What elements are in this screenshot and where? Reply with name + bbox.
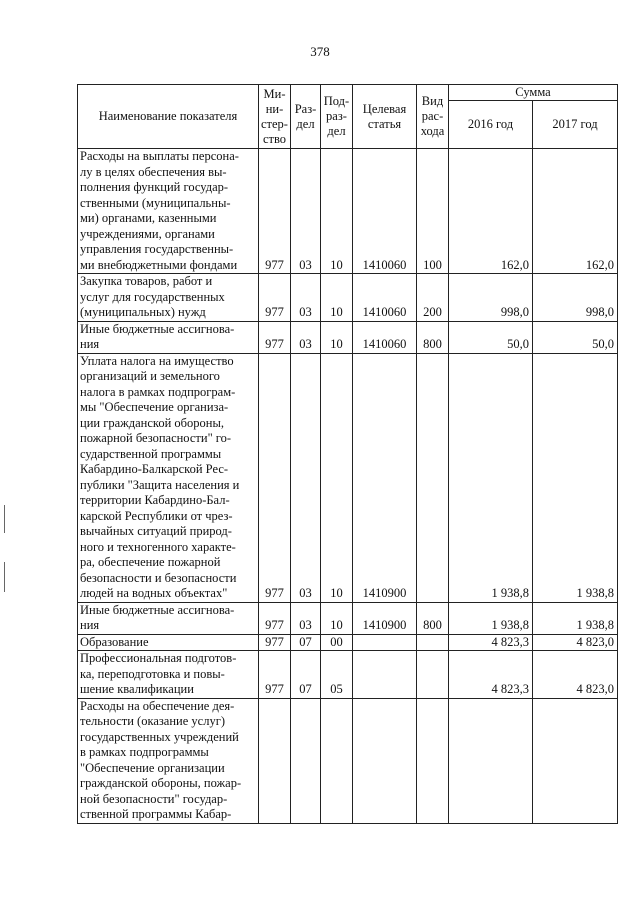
header-2017: 2017 год	[533, 101, 618, 149]
table-row	[78, 274, 618, 322]
cell-ministry: 977	[259, 651, 291, 699]
cell-section: 03	[291, 149, 321, 274]
table-row	[78, 698, 618, 823]
cell-name: Закупка товаров, работ и услуг для государственных (муниципальных) нужд	[78, 274, 259, 322]
cell-y2016: 1 938,8	[449, 602, 533, 634]
cell-target	[353, 698, 417, 823]
cell-ministry: 977	[259, 274, 291, 322]
cell-target: 1410060	[353, 321, 417, 353]
header-2016: 2016 год	[449, 101, 533, 149]
cell-section: 03	[291, 353, 321, 602]
cell-y2016: 162,0	[449, 149, 533, 274]
page-number: 378	[310, 44, 330, 59]
cell-subsection: 00	[321, 634, 353, 651]
cell-ministry: 977	[259, 353, 291, 602]
cell-type	[417, 634, 449, 651]
table-row	[78, 651, 618, 699]
scan-edge-mark-top	[4, 505, 5, 533]
cell-ministry: 977	[259, 634, 291, 651]
table-header	[78, 85, 618, 149]
cell-section: 03	[291, 321, 321, 353]
header-name: Наименование показателя	[78, 85, 259, 149]
cell-y2017	[533, 698, 618, 823]
header-target: Целевая статья	[353, 85, 417, 149]
table-body	[78, 149, 618, 824]
table-row	[78, 353, 618, 602]
cell-y2017: 4 823,0	[533, 651, 618, 699]
cell-name: Профессиональная подготов- ка, переподготовка и повы- шение квалификации	[78, 651, 259, 699]
header-ministry: Ми- ни- стер- ство	[259, 85, 291, 149]
scan-edge-mark-bottom	[4, 562, 5, 592]
cell-target: 1410900	[353, 602, 417, 634]
cell-target: 1410060	[353, 149, 417, 274]
cell-target	[353, 634, 417, 651]
cell-subsection: 10	[321, 274, 353, 322]
cell-y2017: 162,0	[533, 149, 618, 274]
cell-subsection: 10	[321, 602, 353, 634]
cell-section: 03	[291, 274, 321, 322]
cell-section: 07	[291, 634, 321, 651]
cell-type: 800	[417, 321, 449, 353]
cell-name: Расходы на выплаты персона- лу в целях обеспечения вы- полнения функций государ- ственными (муниципальны- ми) органами, казенными учреждениями, органами управления государственны- ми внебюджетными фондами	[78, 149, 259, 274]
cell-name: Уплата налога на имущество организаций и земельного налога в рамках подпрограм- мы "Обеспечение организа- ции гражданской обороны, пожарной безопасности" го- сударственной программы Кабардино-Балкарской Рес- публики "Защита населения и территории Кабардино-Бал- карской Республики от чрез- вычайных ситуаций природ- ного и техногенного характе- ра, обеспечение пожарной безопасности и безопасности людей на водных объектах"	[78, 353, 259, 602]
cell-type	[417, 353, 449, 602]
header-sum: Сумма	[449, 85, 618, 101]
cell-y2017: 50,0	[533, 321, 618, 353]
cell-y2017: 998,0	[533, 274, 618, 322]
cell-ministry	[259, 698, 291, 823]
budget-table	[77, 84, 618, 824]
cell-y2016: 4 823,3	[449, 634, 533, 651]
cell-section: 03	[291, 602, 321, 634]
cell-name: Иные бюджетные ассигнова- ния	[78, 321, 259, 353]
cell-ministry: 977	[259, 602, 291, 634]
table-row	[78, 602, 618, 634]
cell-y2017: 1 938,8	[533, 353, 618, 602]
table-row	[78, 149, 618, 274]
cell-y2016: 50,0	[449, 321, 533, 353]
cell-y2016: 998,0	[449, 274, 533, 322]
header-subsection: Под- раз- дел	[321, 85, 353, 149]
cell-subsection	[321, 698, 353, 823]
cell-name: Иные бюджетные ассигнова- ния	[78, 602, 259, 634]
cell-y2016: 1 938,8	[449, 353, 533, 602]
header-type: Вид рас- хода	[417, 85, 449, 149]
cell-subsection: 10	[321, 353, 353, 602]
cell-type: 100	[417, 149, 449, 274]
cell-name: Расходы на обеспечение дея- тельности (оказание услуг) государственных учреждений в рамках подпрограммы "Обеспечение организации гражданской обороны, пожар- ной безопасности" государ- ственной программы Кабар-	[78, 698, 259, 823]
cell-type: 800	[417, 602, 449, 634]
cell-type	[417, 651, 449, 699]
cell-subsection: 10	[321, 149, 353, 274]
cell-name: Образование	[78, 634, 259, 651]
cell-ministry: 977	[259, 321, 291, 353]
cell-target: 1410900	[353, 353, 417, 602]
cell-type: 200	[417, 274, 449, 322]
cell-type	[417, 698, 449, 823]
cell-section: 07	[291, 651, 321, 699]
header-section: Раз- дел	[291, 85, 321, 149]
table-row	[78, 634, 618, 651]
cell-y2017: 1 938,8	[533, 602, 618, 634]
cell-subsection: 10	[321, 321, 353, 353]
cell-subsection: 05	[321, 651, 353, 699]
cell-y2017: 4 823,0	[533, 634, 618, 651]
cell-target: 1410060	[353, 274, 417, 322]
cell-section	[291, 698, 321, 823]
cell-y2016	[449, 698, 533, 823]
table-row	[78, 321, 618, 353]
cell-ministry: 977	[259, 149, 291, 274]
cell-target	[353, 651, 417, 699]
cell-y2016: 4 823,3	[449, 651, 533, 699]
